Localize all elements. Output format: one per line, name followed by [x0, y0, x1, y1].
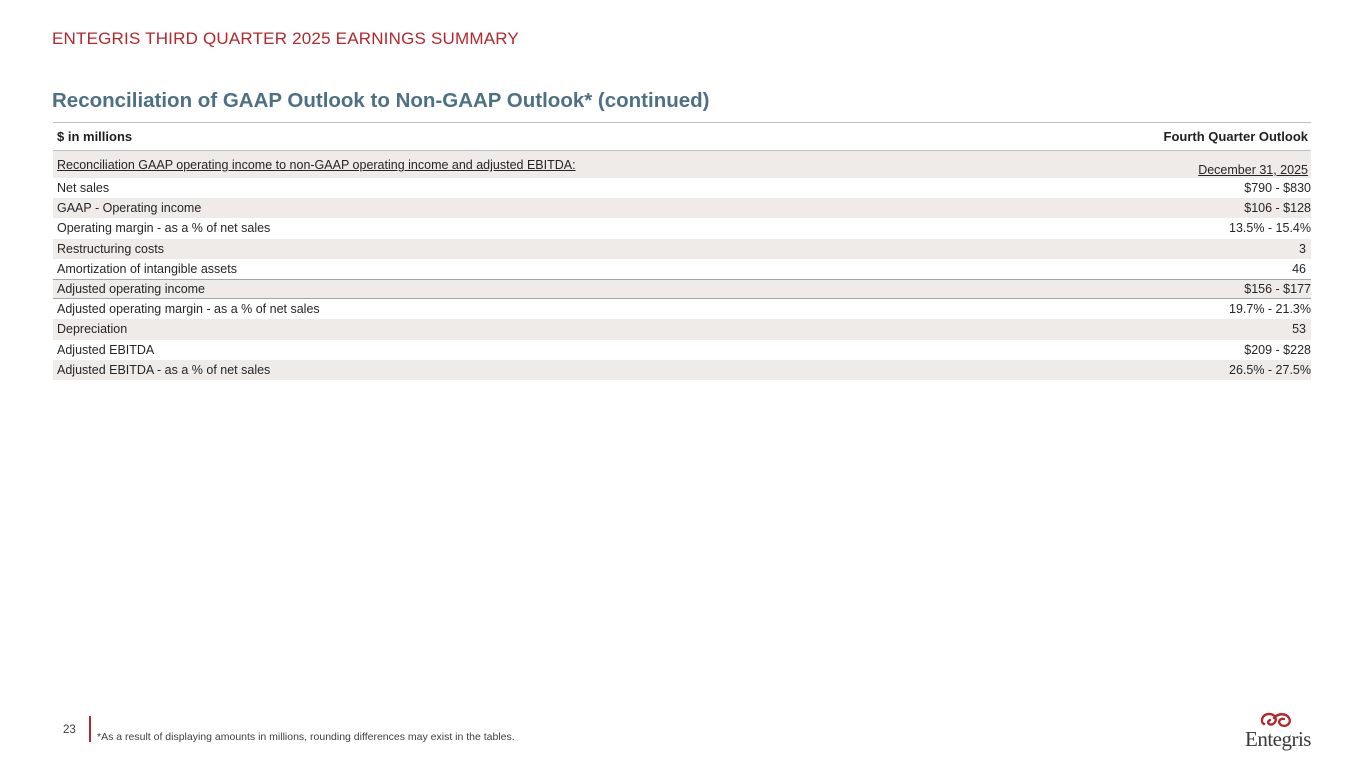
header-title: ENTEGRIS THIRD QUARTER 2025 EARNINGS SUMMARY — [52, 29, 519, 48]
table-row — [53, 259, 1311, 279]
row-label: Depreciation — [57, 322, 128, 337]
row-label: Adjusted operating income — [57, 282, 206, 297]
table-row — [53, 340, 1311, 360]
row-label: GAAP - Operating income — [57, 201, 202, 216]
table-row — [53, 198, 1311, 218]
row-label: Adjusted EBITDA — [57, 342, 155, 357]
row-label: Operating margin - as a % of net sales — [57, 221, 271, 236]
row-value: 3 — [1299, 241, 1306, 256]
table-row — [53, 178, 1311, 198]
subheader-date: December 31, 2025 — [1198, 163, 1308, 177]
table-header-row — [53, 123, 1311, 151]
entegris-logo — [1240, 710, 1316, 754]
footnote: *As a result of displaying amounts in millions, rounding differences may exist in the tables. — [97, 731, 515, 743]
table-row — [53, 279, 1311, 299]
outlook-table — [53, 122, 1311, 380]
row-label: Amortization of intangible assets — [57, 261, 237, 276]
table-row — [53, 360, 1311, 380]
logo-wordmark: Entegris — [1245, 727, 1311, 751]
table-row — [53, 218, 1311, 238]
row-value: 46 — [1292, 261, 1306, 276]
footer-divider — [89, 716, 91, 742]
row-value: 26.5% - 27.5% — [1229, 362, 1311, 377]
row-label: Net sales — [57, 181, 110, 196]
section-title: Reconciliation of GAAP Outlook to Non-GAAP Outlook* (continued) — [52, 89, 710, 112]
column-header-label: $ in millions — [57, 129, 133, 144]
table-row — [53, 319, 1311, 339]
row-value: $156 - $177 — [1244, 282, 1311, 297]
row-value: 53 — [1292, 322, 1306, 337]
row-label: Adjusted operating margin - as a % of net sales — [57, 302, 320, 317]
subheader-label: Reconciliation GAAP operating income to non-GAAP operating income and adjusted EBITDA: — [57, 158, 576, 172]
row-value: 19.7% - 21.3% — [1229, 302, 1311, 317]
row-value: $209 - $228 — [1244, 342, 1311, 357]
row-value: $790 - $830 — [1244, 181, 1311, 196]
table-row — [53, 299, 1311, 319]
row-label: Restructuring costs — [57, 241, 164, 256]
table-row — [53, 239, 1311, 259]
column-header-value: Fourth Quarter Outlook — [1163, 129, 1308, 144]
row-value: $106 - $128 — [1244, 201, 1311, 216]
row-label: Adjusted EBITDA - as a % of net sales — [57, 362, 271, 377]
row-value: 13.5% - 15.4% — [1229, 221, 1311, 236]
table-subheader-row — [53, 151, 1311, 178]
page-number: 23 — [63, 724, 76, 736]
